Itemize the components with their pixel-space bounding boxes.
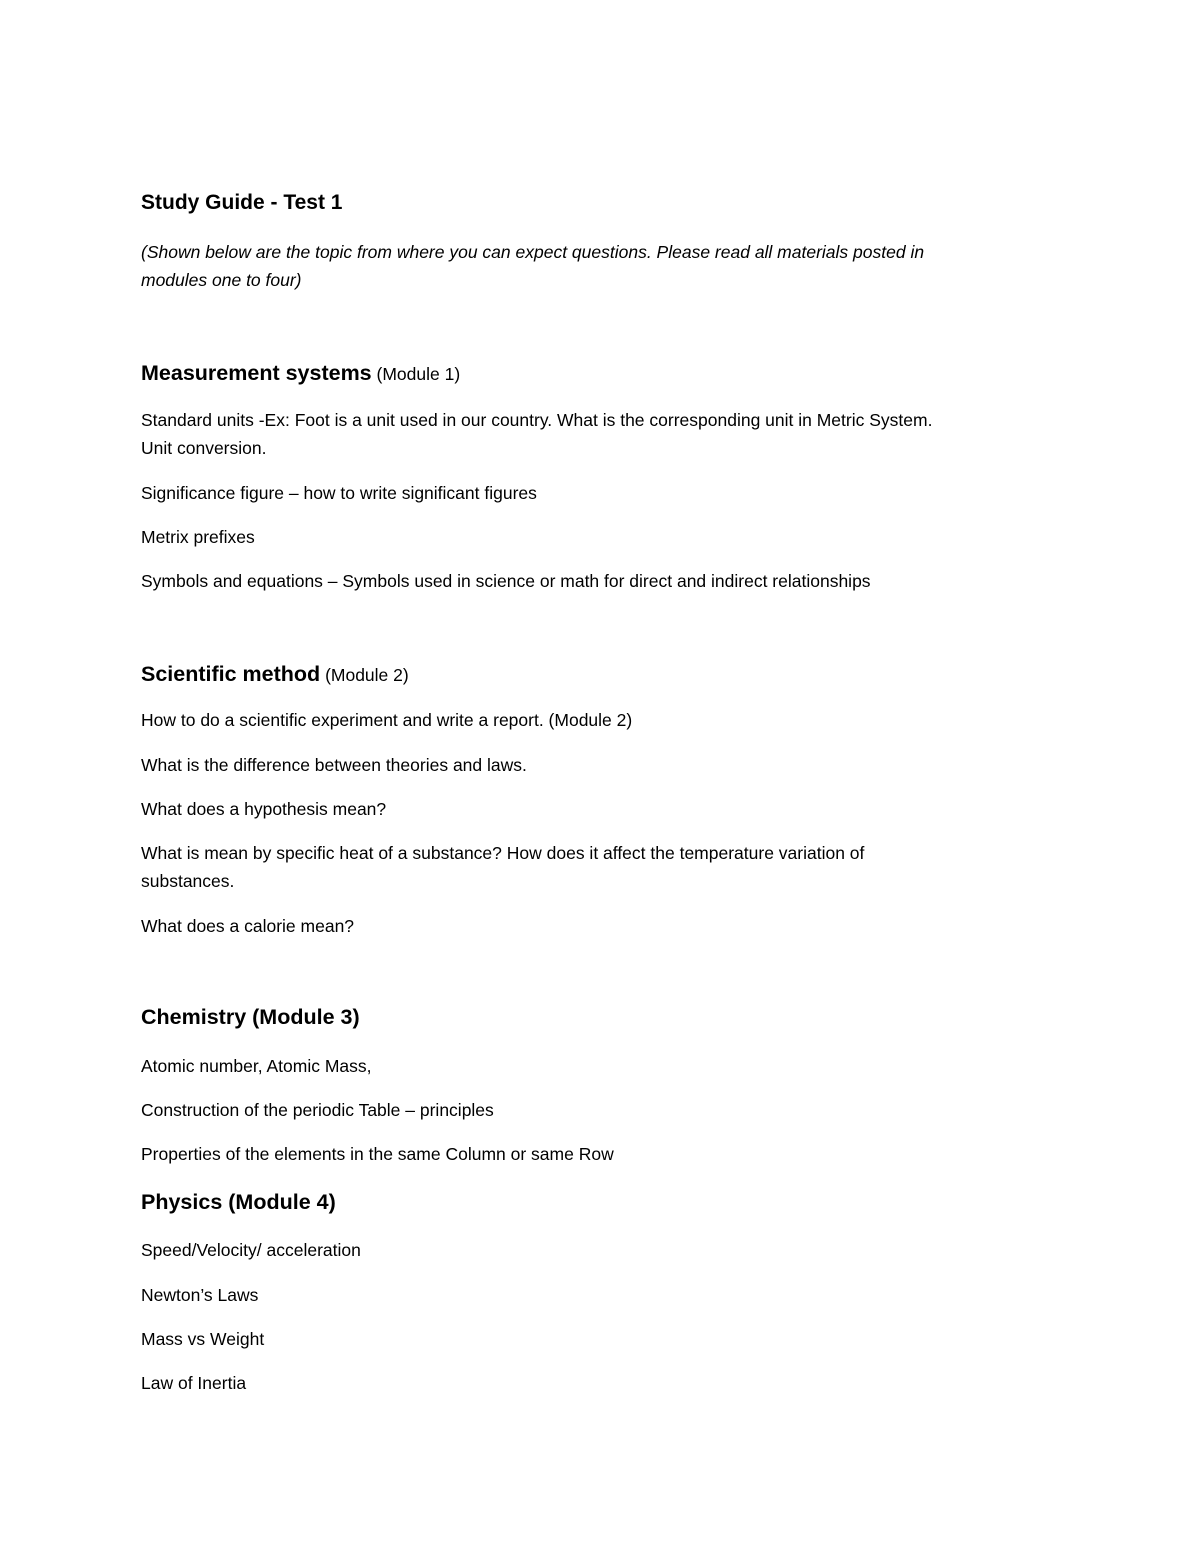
list-item: substances. <box>141 871 235 891</box>
section-heading-measurement <box>141 361 460 385</box>
list-item: Unit conversion. <box>141 438 267 458</box>
list-item: Construction of the periodic Table – principles <box>141 1100 494 1120</box>
list-item: Law of Inertia <box>141 1373 247 1393</box>
list-item: Symbols and equations – Symbols used in science or math for direct and indirect relationships <box>141 571 871 591</box>
list-item: Metrix prefixes <box>141 527 255 547</box>
list-item: Standard units -Ex: Foot is a unit used in our country. What is the corresponding unit in Metric System. <box>141 410 933 430</box>
list-item: Newton’s Laws <box>141 1285 259 1305</box>
section-title: Measurement systems <box>141 361 372 385</box>
intro-line-2: modules one to four) <box>141 270 302 290</box>
section-heading-physics: Physics (Module 4) <box>141 1190 336 1214</box>
list-item: Significance figure – how to write significant figures <box>141 483 537 503</box>
section-title: Scientific method <box>141 662 321 686</box>
section-module-note: (Module 2) <box>320 665 409 685</box>
intro-line-1: (Shown below are the topic from where you can expect questions. Please read all materials posted in <box>141 242 925 262</box>
section-heading-chemistry: Chemistry (Module 3) <box>141 1005 360 1029</box>
list-item: What does a calorie mean? <box>141 916 355 936</box>
list-item: Mass vs Weight <box>141 1329 265 1349</box>
list-item: What is the difference between theories and laws. <box>141 755 527 775</box>
section-heading-scientific-method <box>141 662 409 686</box>
page-title: Study Guide - Test 1 <box>141 191 343 214</box>
list-item: How to do a scientific experiment and write a report. (Module 2) <box>141 710 633 730</box>
list-item: What does a hypothesis mean? <box>141 799 387 819</box>
section-module-note: (Module 1) <box>371 364 461 384</box>
list-item: Atomic number, Atomic Mass, <box>141 1056 372 1076</box>
list-item: What is mean by specific heat of a substance? How does it affect the temperature variation of <box>141 843 865 863</box>
list-item: Properties of the elements in the same Column or same Row <box>141 1144 614 1164</box>
list-item: Speed/Velocity/ acceleration <box>141 1240 361 1260</box>
